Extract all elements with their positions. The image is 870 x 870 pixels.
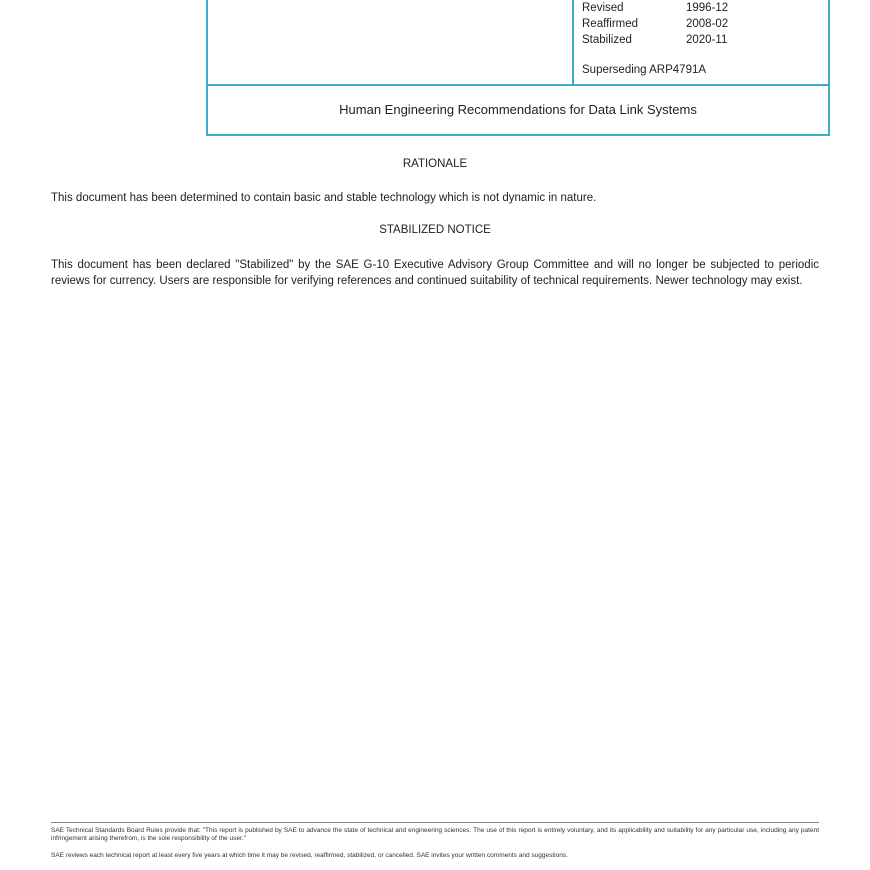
stabilized-label: Stabilized — [582, 34, 632, 46]
revised-value: 1996-12 — [686, 2, 729, 14]
rationale-text: This document has been determined to contain basic and stable technology which is not dynamic in nature. — [51, 192, 597, 204]
reaffirmed-value: 2008-02 — [686, 18, 729, 30]
revision-date-row — [582, 0, 782, 16]
footer-review-text: SAE reviews each technical report at least every five years at which time it may be revised, reaffirmed, stabilized, or cancelled. SAE invites your written comments and suggestions. — [51, 852, 568, 859]
revised-label: Revised — [582, 2, 624, 14]
stabilized-notice-heading: STABILIZED NOTICE — [379, 224, 491, 236]
rationale-heading: RATIONALE — [402, 158, 468, 170]
document-title: Human Engineering Recommendations for Data Link Systems — [339, 102, 697, 117]
header-top-section — [208, 0, 828, 86]
reaffirmed-label: Reaffirmed — [582, 18, 639, 30]
revision-dates — [582, 0, 782, 48]
header-divider — [572, 0, 574, 86]
footer-rules-text: SAE Technical Standards Board Rules provide that: "This report is published by SAE to advance the state of technical and engineering sciences. The use of this report is entirely voluntary, and its applicability and suitability for any particular use, including any patent infringement arising therefrom, is the sole responsibility of the user." — [51, 827, 819, 842]
stabilized-date-row — [582, 32, 782, 48]
reaffirmed-date-row — [582, 16, 782, 32]
superseding-note: Superseding ARP4791A — [582, 64, 707, 76]
stabilized-notice-text: This document has been declared "Stabilized" by the SAE G-10 Executive Advisory Group Committee and will no longer be subjected to periodic reviews for currency. Users are responsible for verifying references and continued suitability of technical requirements. Newer technology may exist. — [51, 259, 819, 287]
stabilized-value: 2020-11 — [686, 34, 728, 46]
document-header-box — [206, 0, 830, 136]
footer-rule — [51, 822, 819, 823]
